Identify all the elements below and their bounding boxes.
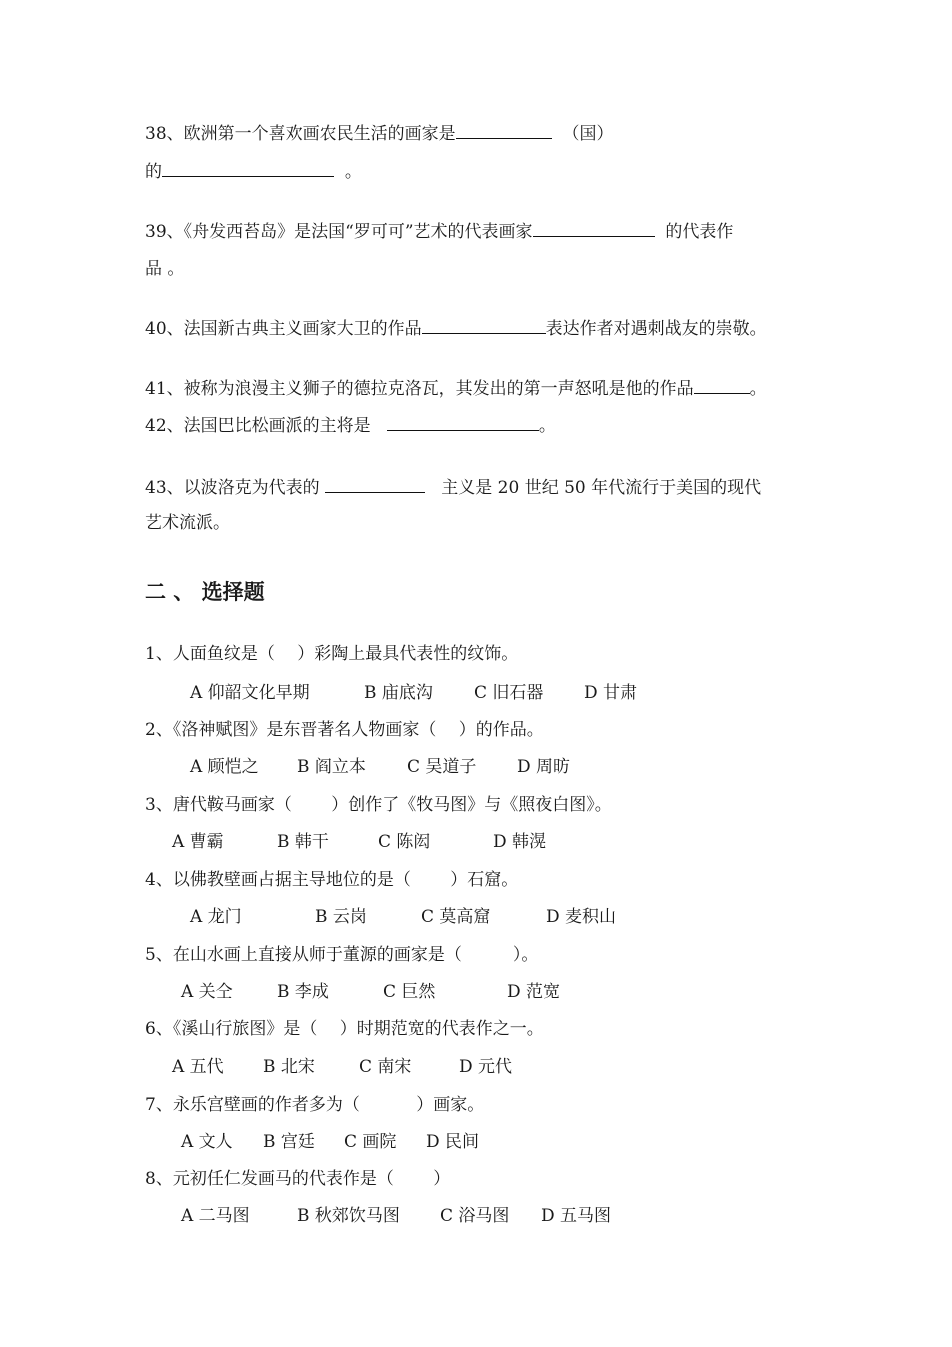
answer-blank[interactable] [387, 414, 539, 431]
choice-question-6: 6、《溪山行旅图》是（ ）时期范宽的代表作之一。 [145, 1019, 544, 1039]
question-41: 41、被称为浪漫主义狮子的德拉克洛瓦，其发出的第一声怒吼是他的作品 。 [145, 379, 767, 399]
choice-option[interactable]: B 庙底沟 [364, 683, 433, 703]
question-43-line1: 43、以波洛克为代表的 主义是 20 世纪 50 年代流行于美国的现代 [145, 478, 762, 498]
question-38-line1: 38、欧洲第一个喜欢画农民生活的画家是 （国） [145, 124, 614, 144]
choice-option[interactable]: A 龙门 [190, 907, 242, 927]
choice-question-3: 3、唐代鞍马画家（ ）创作了《牧马图》与《照夜白图》。 [145, 795, 612, 815]
choice-question-1: 1、人面鱼纹是（ ）彩陶上最具代表性的纹饰。 [145, 644, 519, 664]
choice-option[interactable]: D 民间 [426, 1132, 480, 1152]
choice-option[interactable]: B 阎立本 [297, 757, 366, 777]
choice-option[interactable]: D 韩滉 [493, 832, 547, 852]
choice-option[interactable]: D 范宽 [507, 982, 561, 1002]
choice-option[interactable]: D 元代 [459, 1057, 513, 1077]
choice-option[interactable]: A 顾恺之 [190, 757, 259, 777]
question-38-line2: 的 。 [145, 162, 362, 182]
choice-question-8: 8、元初任仁发画马的代表作是（ ） [145, 1169, 451, 1189]
choice-option[interactable]: A 曹霸 [172, 832, 224, 852]
choice-option[interactable]: C 南宋 [359, 1057, 412, 1077]
question-43-line2: 艺术流派。 [145, 513, 230, 533]
choice-option[interactable]: C 巨然 [383, 982, 436, 1002]
section-title: 二 、 选择题 [145, 580, 265, 604]
choice-question-2: 2、《洛神赋图》是东晋著名人物画家（ ）的作品。 [145, 720, 544, 740]
answer-blank[interactable] [325, 476, 425, 493]
choice-option[interactable]: A 文人 [181, 1132, 233, 1152]
choice-option[interactable]: D 甘肃 [584, 683, 638, 703]
question-39-line1: 39、《舟发西苔岛》是法国“罗可可”艺术的代表画家 的代表作 [145, 222, 734, 242]
choice-question-7: 7、永乐宫壁画的作者多为（ ）画家。 [145, 1095, 485, 1115]
question-39-line2: 品 。 [145, 259, 185, 279]
choice-option[interactable]: B 韩干 [277, 832, 329, 852]
choice-option[interactable]: C 莫高窟 [421, 907, 491, 927]
answer-blank[interactable] [533, 220, 655, 237]
answer-blank[interactable] [162, 160, 334, 177]
choice-option[interactable]: B 秋郊饮马图 [297, 1206, 400, 1226]
choice-option[interactable]: D 麦积山 [546, 907, 617, 927]
choice-option[interactable]: A 二马图 [181, 1206, 250, 1226]
choice-question-4: 4、以佛教壁画占据主导地位的是（ ）石窟。 [145, 870, 519, 890]
question-40: 40、法国新古典主义画家大卫的作品 表达作者对遇刺战友的崇敬。 [145, 319, 767, 339]
choice-option[interactable]: B 北宋 [263, 1057, 315, 1077]
choice-option[interactable]: D 五马图 [541, 1206, 612, 1226]
answer-blank[interactable] [694, 377, 750, 394]
choice-option[interactable]: A 关仝 [181, 982, 233, 1002]
choice-option[interactable]: A 仰韶文化早期 [190, 683, 310, 703]
answer-blank[interactable] [422, 317, 546, 334]
choice-option[interactable]: C 画院 [344, 1132, 397, 1152]
answer-blank[interactable] [456, 122, 552, 139]
choice-option[interactable]: C 旧石器 [474, 683, 544, 703]
choice-option[interactable]: C 陈闳 [378, 832, 431, 852]
choice-question-5: 5、在山水画上直接从师于董源的画家是（ ）。 [145, 945, 539, 965]
question-42: 42、法国巴比松画派的主将是 。 [145, 416, 556, 436]
choice-option[interactable]: B 李成 [277, 982, 329, 1002]
choice-option[interactable]: D 周昉 [517, 757, 571, 777]
choice-option[interactable]: C 吴道子 [407, 757, 477, 777]
choice-option[interactable]: B 宫廷 [263, 1132, 315, 1152]
choice-option[interactable]: A 五代 [172, 1057, 224, 1077]
choice-option[interactable]: B 云岗 [315, 907, 367, 927]
choice-option[interactable]: C 浴马图 [440, 1206, 510, 1226]
